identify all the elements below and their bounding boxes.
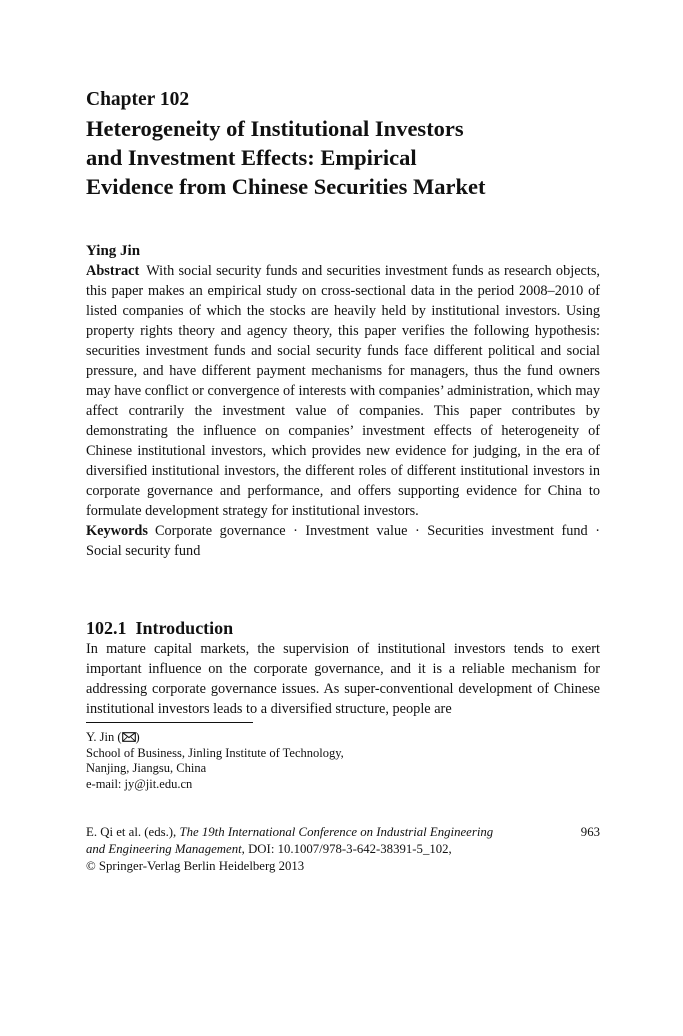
chapter-title-line-1: Heterogeneity of Institutional Investors: [86, 116, 464, 141]
footer-editors: E. Qi et al. (eds.),: [86, 825, 180, 839]
intro-paragraph: In mature capital markets, the supervision of institutional investors tends to exert important influence on the corporate governance, and it is a reliable mechanism for addressing corporate governance issues. As super-conventional development of Chinese institutional investors leads to a diversified structure, people are: [86, 641, 600, 717]
abstract-label: Abstract: [86, 263, 140, 279]
section-number: 102.1: [86, 618, 127, 638]
footer-copyright: © Springer-Verlag Berlin Heidelberg 2013: [86, 859, 305, 873]
footer-doi: , DOI: 10.1007/978-3-642-38391-5_102,: [241, 842, 452, 856]
footer-book-title-2: and Engineering Management: [86, 842, 242, 856]
chapter-title-line-3: Evidence from Chinese Securities Market: [86, 174, 486, 199]
footnote-divider: [86, 722, 253, 723]
footnote-author-suffix: ): [135, 730, 140, 744]
footer-line-2: [86, 841, 560, 858]
envelope-icon: [122, 732, 136, 742]
keywords-paragraph: [86, 521, 600, 561]
abstract-paragraph: [86, 261, 600, 521]
page-footer: [86, 824, 600, 875]
footer-line-1: [86, 824, 560, 841]
footnote-author-line: [86, 730, 600, 746]
abstract-text: With social security funds and securities investment funds as research objects, this paper makes an empirical study on cross-sectional data in the period 2008–2010 of listed companies of which the stocks are heavily held by institutional investors. Using property rights theory and agency theory, this paper verifies the following hypothesis: securities investment funds and social security funds face different political and social pressure, and have different payment mechanisms for managers, thus the fund owners may have conflict or convergence of interests with companies’ administration, which may affect contrarily the investment value of companies. This paper contributes by demonstrating the influence on companies’ investment effects of heterogeneity of Chinese institutional investors, which provides new evidence for judging, in the era of diversified institutional investors, the different roles of different institutional investors in corporate governance and performance, and offers supporting evidence for China to formulate development strategy for institutional investors.: [86, 263, 600, 519]
footnote: [86, 730, 600, 792]
section-title: Introduction: [135, 618, 234, 638]
footnote-affiliation: School of Business, Jinling Institute of Technology,: [86, 745, 344, 760]
chapter-title: [86, 114, 600, 201]
author-name: Ying Jin: [86, 243, 141, 259]
page-number: 963: [580, 825, 600, 839]
footnote-location: Nanjing, Jiangsu, China: [86, 761, 207, 775]
chapter-title-line-2: and Investment Effects: Empirical: [86, 145, 417, 170]
footer-book-title-1: The 19th International Conference on Industrial Engineering: [179, 825, 494, 839]
section-heading: [86, 617, 600, 639]
page-content: [86, 0, 600, 875]
footnote-email: e-mail: jy@jit.edu.cn: [86, 776, 193, 791]
footnote-author-prefix: Y. Jin (: [86, 730, 122, 744]
keywords-text: Corporate governance · Investment value · Securities investment fund · Social security fund: [86, 523, 600, 559]
chapter-label: Chapter 102: [86, 89, 190, 110]
keywords-label: Keywords: [86, 523, 148, 539]
